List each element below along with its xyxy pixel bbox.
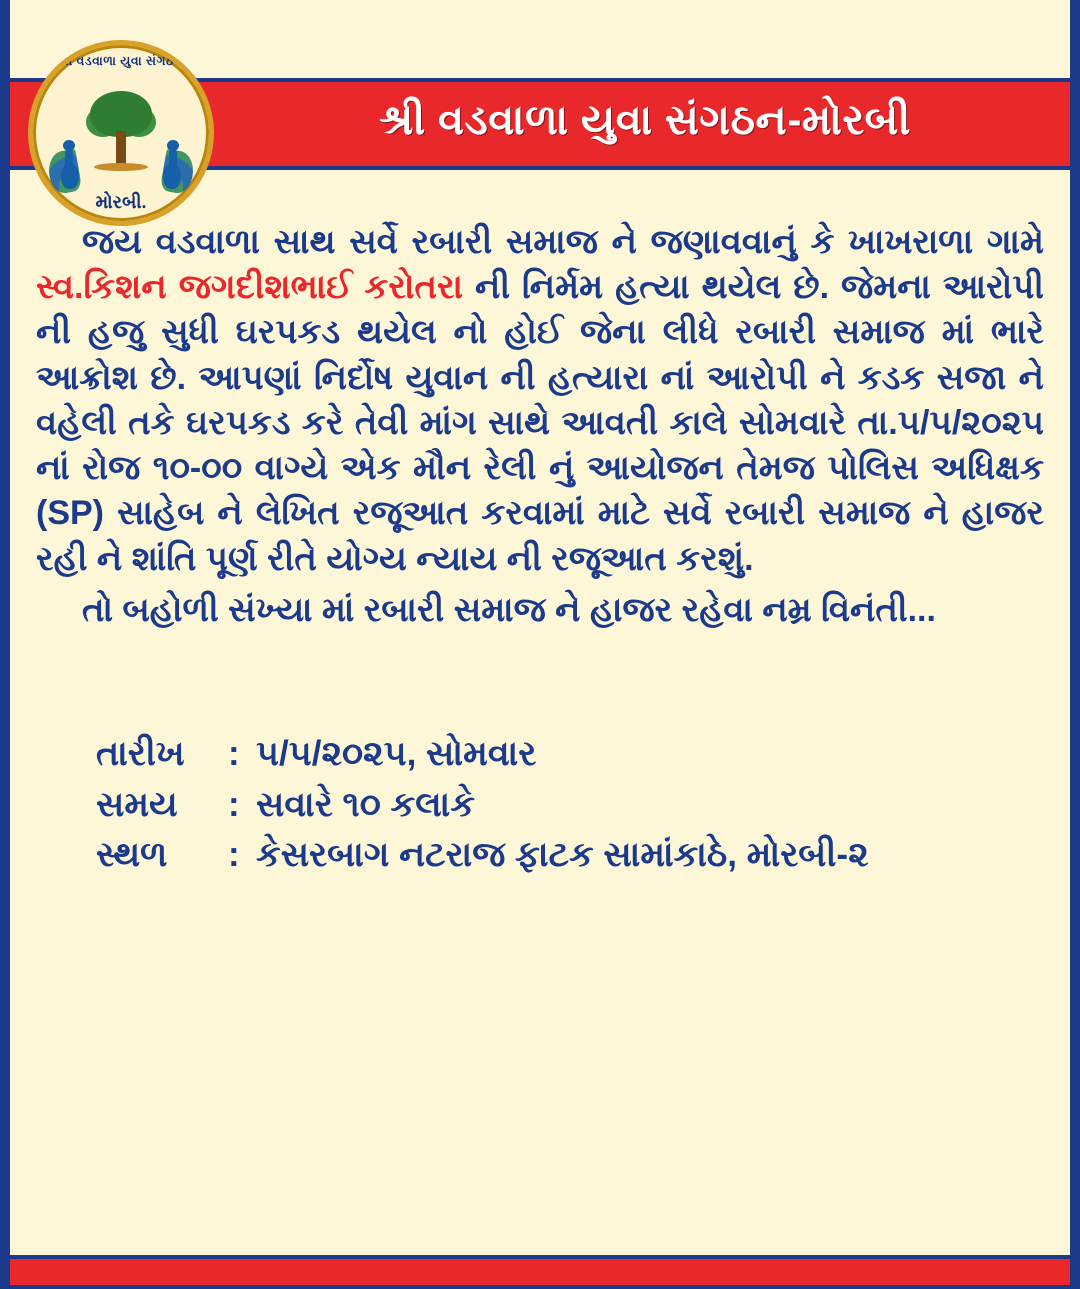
footer-band [10, 1255, 1070, 1289]
detail-value-time: સવારે ૧૦ કલાકે [256, 784, 475, 824]
event-details [36, 729, 1044, 881]
deceased-name-highlight: સ્વ.કિશન જગદીશભાઈ કરોતરા [36, 268, 463, 307]
logo-location-label: મોરબી. [95, 192, 147, 212]
detail-row-time [96, 780, 1044, 831]
paragraph1-part1: જય વડવાળા સાથ સર્વે રબારી સમાજ ને જણાવવાનું કે ખાખરાળા ગામે [82, 223, 1044, 261]
detail-colon-time: : [228, 784, 240, 824]
detail-row-venue [96, 830, 1044, 881]
poster-header [10, 0, 1070, 212]
detail-colon-date: : [228, 733, 240, 773]
paragraph1-part2: ની નિર્મમ હત્યા થયેલ છે. જેમના આરોપી ની હજુ સુધી ઘરપકડ થયેલ નો હોઈ જેના લીધે રબારી સમાજ માં ભારે આક્રોશ છે. આપણાં નિર્દોષ યુવાન ની હત્યારા નાં આરોપી ને કડક સજા ને વહેલી તકે ઘરપકડ કરે તેવી માંગ સાથે આવતી કાલે સોમવારે તા.૫/૫/૨૦૨૫ નાં રોજ ૧૦-૦૦ વાગ્યે એક મૌન રેલી નું આયોજન તેમજ પોલિસ અધિક્ષક (SP) સાહેબ ને લેખિત રજૂઆત કરવામાં માટે સર્વે રબારી સમાજ ને હાજર રહી ને શાંતિ પૂર્ણ રીતે યોગ્ય ન્યાય ની રજૂઆત કરશું. [36, 268, 1045, 578]
detail-label-venue: સ્થળ [96, 835, 168, 875]
detail-value-venue: કેસરબાગ નટરાજ ફાટક સામાંકાઠે, મોરબી-૨ [256, 835, 869, 875]
banyan-tree-icon [86, 91, 156, 171]
detail-row-date [96, 729, 1044, 780]
organization-logo [28, 40, 214, 226]
peacock-icon [153, 133, 193, 195]
detail-colon-venue: : [228, 835, 240, 875]
detail-label-time: સમય [96, 784, 178, 824]
logo-inner [33, 45, 209, 221]
paragraph2-text: તો બહોળી સંખ્યા માં રબારી સમાજ ને હાજર રહેવા નમ્ર વિનંતી... [82, 590, 936, 629]
detail-value-date: ૫/૫/૨૦૨૫, સોમવાર [256, 733, 537, 773]
poster-body [10, 196, 1070, 1255]
peacock-icon [49, 133, 89, 195]
page-title: શ્રી વડવાળા યુવા સંગઠન-મોરબી [379, 96, 911, 143]
detail-label-date: તારીખ [96, 733, 185, 773]
announcement-paragraph-1 [36, 220, 1044, 582]
logo-arc-label: શ્રી વડવાળા યુવા સંગઠન [58, 53, 184, 68]
announcement-paragraph-2 [36, 588, 1044, 633]
